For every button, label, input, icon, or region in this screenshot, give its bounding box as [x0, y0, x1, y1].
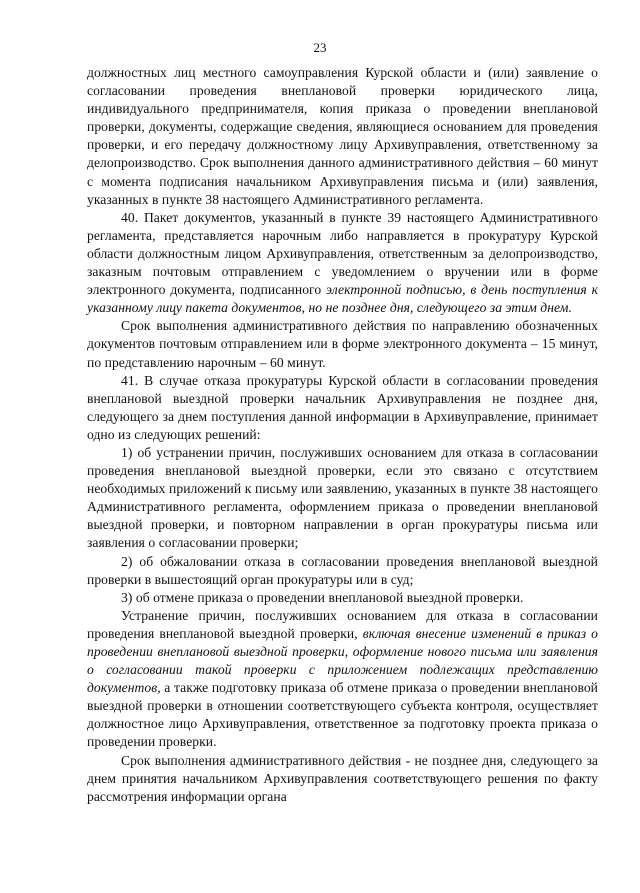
paragraph: 41. В случае отказа прокуратуры Курской области в согласовании проведения внеплановой выездной проверки начальник Архивуправления не позднее дня, следующего за днем поступления данной информации в Архивуправление, принимает одно из следующих решений:: [87, 372, 598, 442]
paragraph-text: а также подготовку приказа об отмене приказа о проведении внеплановой выездной проверки в отношении соответствующего субъекта контроля, осуществляет должностное лицо Архивуправления, ответственное за подготовку проекта приказа о проведении проверки.: [87, 680, 598, 750]
paragraph: 1) об устранении причин, послуживших основанием для отказа в согласовании проведения внеплановой выездной проверки, если это связано с отсутствием необходимых приложений к письму или заявлению, указанных в пункте 38 настоящего Административного регламента, оформлением приказа о проведении внеплановой выездной проверки, и повторном направлении в орган прокуратуры письма или заявления о согласовании проверки;: [87, 444, 598, 551]
paragraph-text-italic: электронной подписью,: [326, 282, 466, 298]
paragraph: [87, 209, 598, 318]
page-number: 23: [313, 40, 327, 55]
paragraph-text: 40. Пакет документов, указанный в пункте 39 настоящего Административного регламента, представляется нарочным либо направляется в прокуратуру Курской области должностным лицом Архивуправления, ответственным за делопроизводство, заказным почтовым отправлением с уведомлением о вручении или в форме электронного документа, подписанного: [87, 209, 598, 298]
paragraph: должностных лиц местного самоуправления Курской области и (или) заявление о согласовании проведения внеплановой проверки юридического лица, индивидуального предпринимателя, копия приказа о проведении внеплановой проверки, документы, содержащие сведения, являющиеся основанием для проведения проверки, и его передачу должностному лицу Архивуправления, ответственному за делопроизводство. Срок выполнения данного административного действия – 60 минут с момента подписания начальником Архивуправления письма и (или) заявления, указанных в пункте 38 настоящего Административного регламента.: [87, 65, 598, 207]
paragraph-text: Устранение причин, послуживших основанием для отказа в согласовании проведения внеплановой выездной проверки,: [87, 607, 598, 641]
paragraph-text-italic: включая внесение изменений в приказ о проведении внеплановой выездной проверки, оформление нового письма или заявления о согласовании такой проверки с приложением подлежащих представлению документов,: [87, 625, 599, 696]
paragraph: 3) об отмене приказа о проведении внеплановой выездной проверки.: [121, 589, 524, 605]
paragraph: Срок выполнения административного действия по направлению обозначенных документов почтовым отправлением или в форме электронного документа – 15 минут, по представлению нарочным – 60 минут.: [87, 318, 598, 370]
document-body: [87, 64, 598, 806]
paragraph-text-italic: в день поступления к указанному лицу пакета документов, но не позднее дня, следующего за этим днем.: [87, 282, 598, 316]
paragraph: [87, 607, 598, 752]
paragraph: Срок выполнения административного действия - не позднее дня, следующего за днем принятия начальником Архивуправления соответствующего решения по факту рассмотрения информации органа: [87, 752, 598, 804]
paragraph: 2) об обжаловании отказа в согласовании проведения внеплановой выездной проверки в вышестоящий орган прокуратуры или в суд;: [87, 553, 598, 587]
